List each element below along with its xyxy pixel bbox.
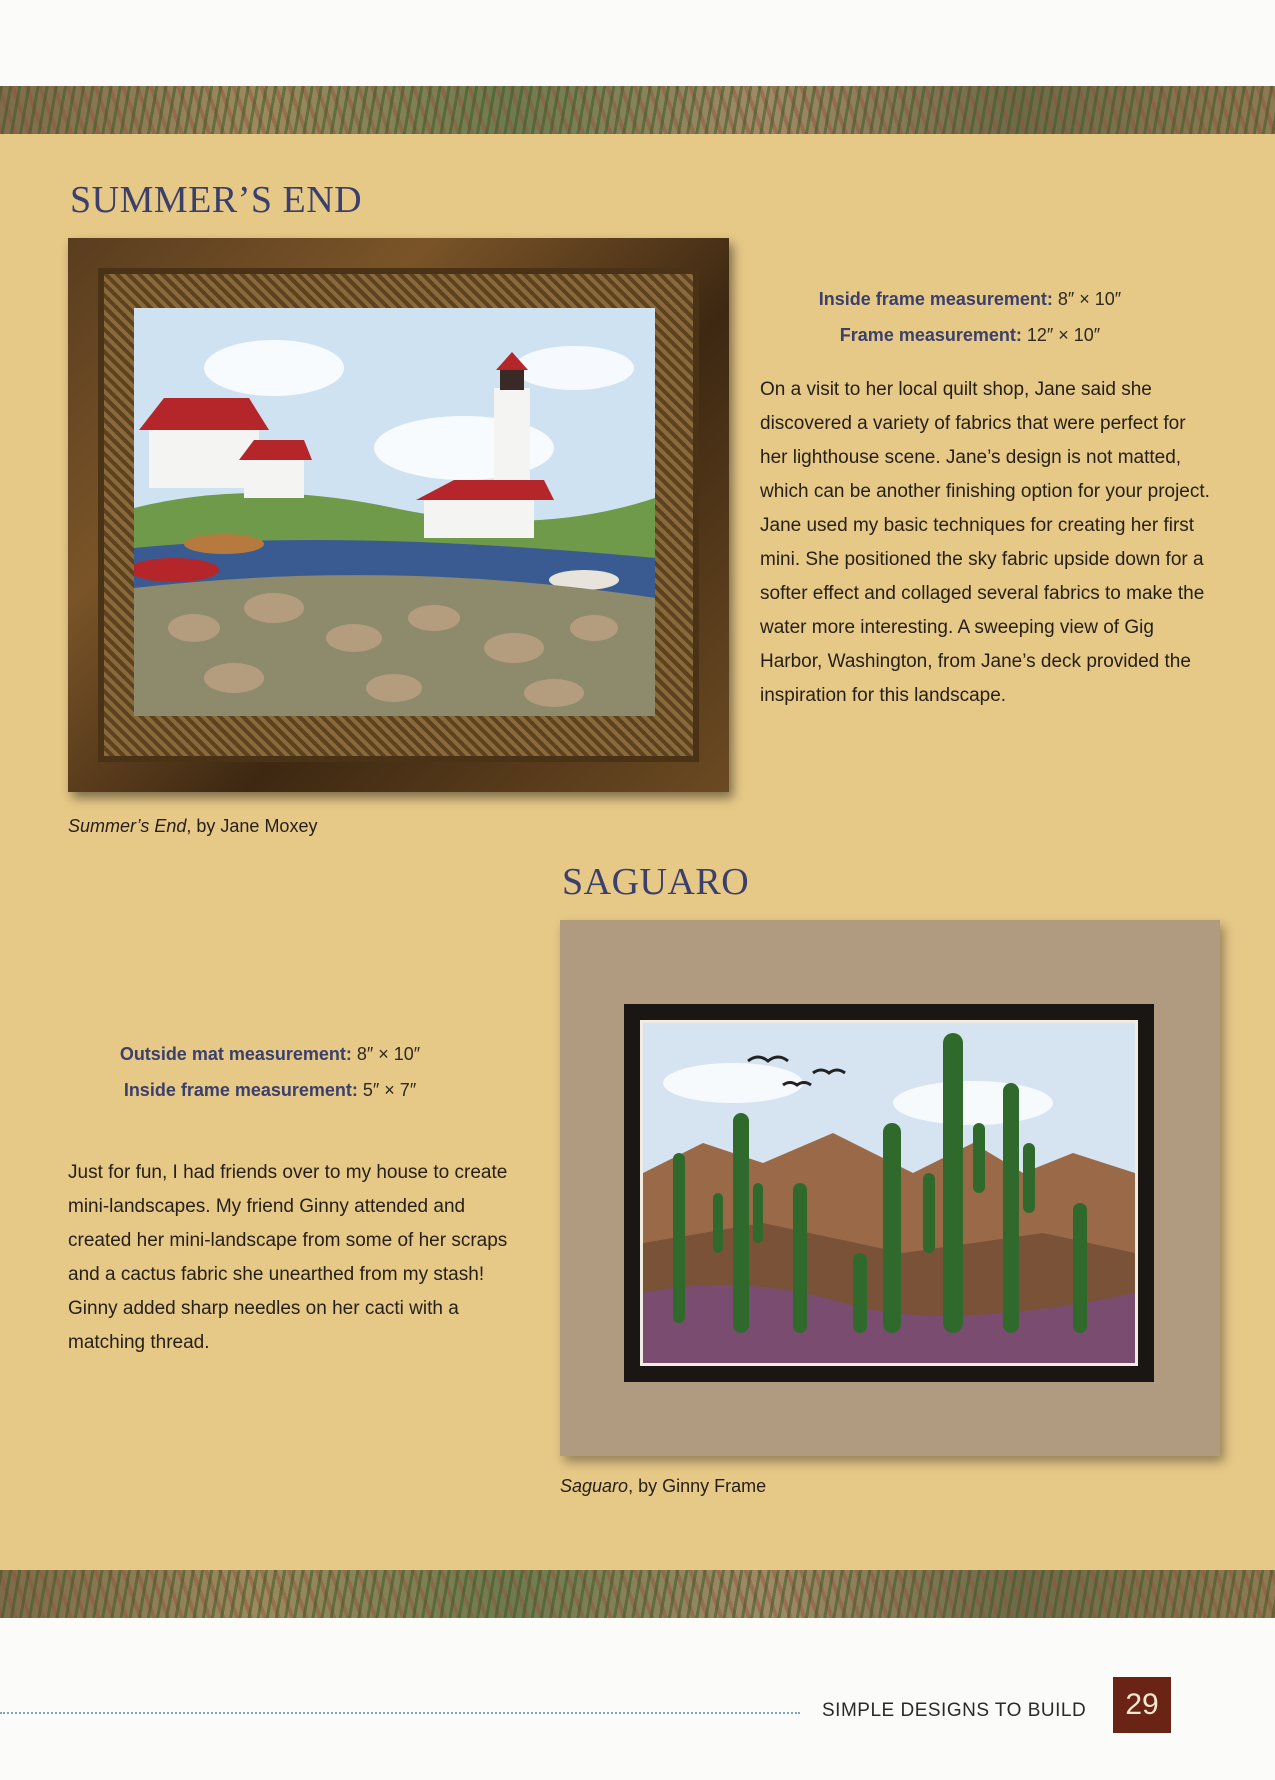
decorative-band-bottom xyxy=(0,1570,1275,1618)
outside-mat-measurement: Outside mat measurement: 8″ × 10″ xyxy=(119,1044,421,1064)
summers-end-specs xyxy=(760,281,1180,353)
inside-frame-measurement: Inside frame measurement: 5″ × 7″ xyxy=(123,1080,417,1100)
saguaro-specs xyxy=(70,1036,470,1108)
summers-end-title: SUMMER’S END xyxy=(70,179,363,221)
inside-frame-measurement: Inside frame measurement: 8″ × 10″ xyxy=(818,289,1122,309)
saguaro-artwork xyxy=(640,1020,1138,1366)
summers-end-artwork xyxy=(134,308,655,716)
frame-measurement: Frame measurement: 12″ × 10″ xyxy=(839,325,1101,345)
summers-end-caption: Summer’s End, by Jane Moxey xyxy=(68,816,318,836)
saguaro-caption: Saguaro, by Ginny Frame xyxy=(560,1476,767,1496)
page-number: 29 xyxy=(1113,1677,1171,1733)
lighthouse-scene-image xyxy=(134,308,655,716)
footer-section-title: SIMPLE DESIGNS TO BUILD xyxy=(822,1700,1087,1721)
summers-end-body: On a visit to her local quilt shop, Jane said she discovered a variety of fabrics that were perfect for her lighthouse scene. Jane’s design is not matted, which can be another finishing option for your project. Jane used my basic techniques for creating her first mini. She positioned the sky fabric upside down for a softer effect and collaged several fabrics to make the water more interesting. A sweeping view of Gig Harbor, Washington, from Jane’s deck provided the inspiration for this landscape. xyxy=(760,379,1210,706)
saguaro-body: Just for fun, I had friends over to my house to create mini-landscapes. My friend Ginny attended and created her mini-landscape from some of her scraps and a cactus fabric she unearthed from my stash! Ginny added sharp needles on her cacti with a matching thread. xyxy=(68,1162,508,1353)
cactus-scene-image xyxy=(643,1023,1135,1363)
saguaro-mat xyxy=(560,920,1220,1456)
summers-end-frame xyxy=(68,238,729,792)
decorative-band-top xyxy=(0,86,1275,134)
saguaro-title: SAGUARO xyxy=(562,861,750,903)
footer-dotted-rule xyxy=(0,1712,800,1714)
